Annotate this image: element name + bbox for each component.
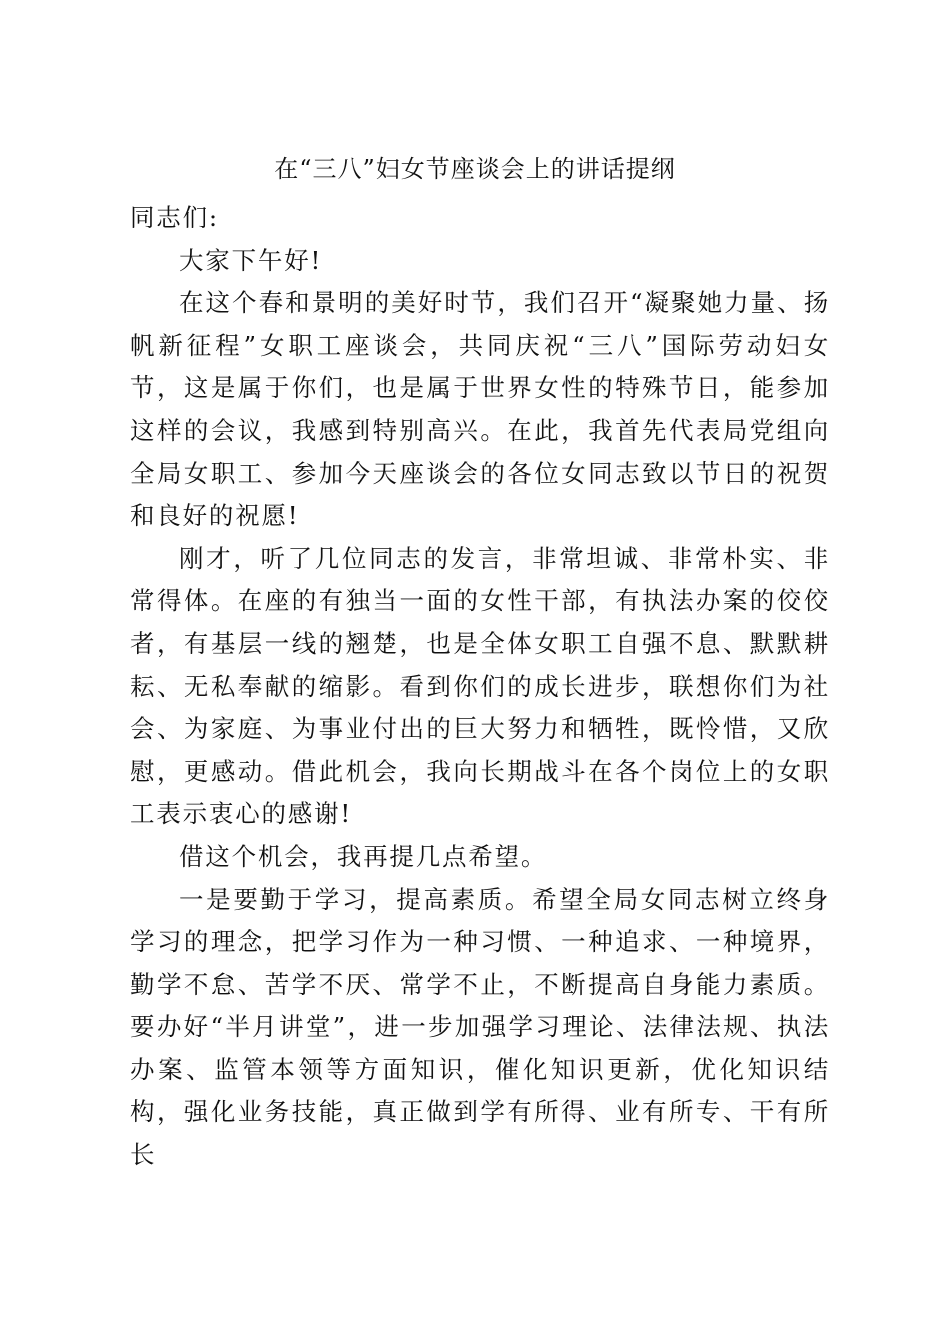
- document-title: 在“三八”妇女节座谈会上的讲话提纲: [274, 155, 676, 183]
- paragraph-greeting: 大家下午好!: [179, 245, 323, 275]
- paragraph-hope-one: 一是要勤于学习，提高素质。希望全局女同志树立终身学习的理念，把学习作为一种习惯、一种追求、一种境界，勤学不怠、苦学不厌、常学不止，不断提高自身能力素质。要办好“半月讲堂”，进一步加强学习理论、法律法规、执法办案、监管本领等方面知识，催化知识更新，优化知识结构，强化业务技能，真正做到学有所得、业有所专、干有所长: [130, 884, 830, 1170]
- salutation: 同志们:: [130, 203, 219, 232]
- document-body: [130, 197, 830, 1177]
- paragraph-hopes-intro: 借这个机会，我再提几点希望。: [179, 841, 548, 871]
- paragraph-opening: 在这个春和景明的美好时节，我们召开“凝聚她力量、扬帆新征程”女职工座谈会，共同庆祝“三八”国际劳动妇女节，这是属于你们，也是属于世界女性的特殊节日，能参加这样的会议，我感到特别高兴。在此，我首先代表局党组向全局女职工、参加今天座谈会的各位女同志致以节日的祝贺和良好的祝愿!: [130, 288, 830, 531]
- paragraph-appreciation: 刚才，听了几位同志的发言，非常坦诚、非常朴实、非常得体。在座的有独当一面的女性干部，有执法办案的佼佼者，有基层一线的翘楚，也是全体女职工自强不息、默默耕耘、无私奉献的缩影。看到你们的成长进步，联想你们为社会、为家庭、为事业付出的巨大努力和牺牲，既怜惜，又欣慰，更感动。借此机会，我向长期战斗在各个岗位上的女职工表示衷心的感谢!: [130, 543, 830, 829]
